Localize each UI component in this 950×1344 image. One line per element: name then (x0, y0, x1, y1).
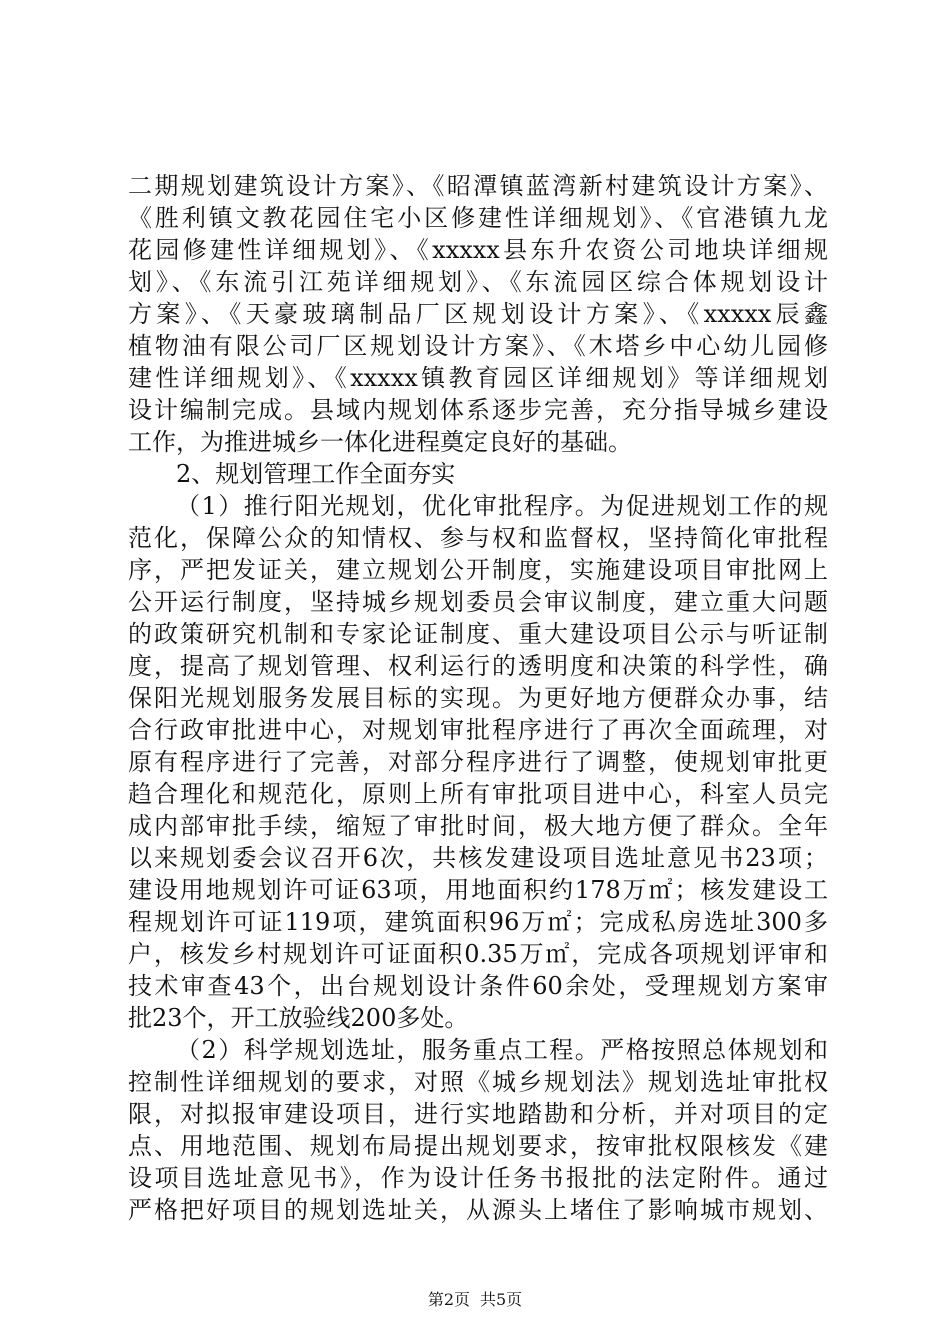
text-line: 设计编制完成。县域内规划体系逐步完善，充分指导城乡建设 (128, 396, 828, 424)
text-line: 方案》、《天豪玻璃制品厂区规划设计方案》、《xxxxx辰鑫 (128, 300, 828, 328)
text-line: 以来规划委会议召开6次，共核发建设项目选址意见书23项； (128, 844, 828, 872)
text-line: 点、用地范围、规划布局提出规划要求，按审批权限核发《建 (128, 1132, 828, 1160)
text-line: 度，提高了规划管理、权利运行的透明度和决策的科学性，确 (128, 652, 828, 680)
text-line: 批23个，开工放验线200多处。 (128, 1004, 469, 1032)
text-line: 户，核发乡村规划许可证面积0.35万㎡，完成各项规划评审和 (128, 940, 828, 968)
body-text (128, 170, 828, 1226)
text-line: 建性详细规划》、《xxxxx镇教育园区详细规划》等详细规划 (128, 364, 828, 392)
text-line: 的政策研究机制和专家论证制度、重大建设项目公示与听证制 (128, 620, 828, 648)
text-line: 技术审查43个，出台规划设计条件60余处，受理规划方案审 (128, 972, 828, 1000)
text-line: 范化，保障公众的知情权、参与权和监督权，坚持简化审批程 (128, 524, 828, 552)
text-line: 序，严把发证关，建立规划公开制度，实施建设项目审批网上 (128, 556, 828, 584)
text-line: 成内部审批手续，缩短了审批时间，极大地方便了群众。全年 (128, 812, 828, 840)
page-total: 共5页 (480, 1290, 523, 1309)
text-line: 趋合理化和规范化，原则上所有审批项目进中心，科室人员完 (128, 780, 828, 808)
text-line: 程规划许可证119项，建筑面积96万㎡；完成私房选址300多 (128, 908, 828, 936)
text-line: 工作，为推进城乡一体化进程奠定良好的基础。 (128, 428, 632, 456)
text-line: 原有程序进行了完善，对部分程序进行了调整，使规划审批更 (128, 748, 828, 776)
text-line: 控制性详细规划的要求，对照《城乡规划法》规划选址审批权 (128, 1068, 828, 1096)
page-footer (0, 1290, 950, 1310)
text-line: 花园修建性详细规划》、《xxxxx县东升农资公司地块详细规 (128, 236, 828, 264)
text-line: 二期规划建筑设计方案》、《昭潭镇蓝湾新村建筑设计方案》、 (128, 172, 828, 200)
text-line: 划》、《东流引江苑详细规划》、《东流园区综合体规划设计 (128, 268, 828, 296)
text-line: （2）科学规划选址，服务重点工程。严格按照总体规划和 (176, 1036, 828, 1064)
text-line: 《胜利镇文教花园住宅小区修建性详细规划》、《官港镇九龙 (128, 204, 828, 232)
page-number: 第2页 (427, 1290, 470, 1309)
text-line: 保阳光规划服务发展目标的实现。为更好地方便群众办事，结 (128, 684, 828, 712)
text-line: 建设用地规划许可证63项，用地面积约178万㎡；核发建设工 (128, 876, 828, 904)
text-line: 严格把好项目的规划选址关，从源头上堵住了影响城市规划、 (128, 1196, 828, 1224)
text-line: 合行政审批进中心，对规划审批程序进行了再次全面疏理，对 (128, 716, 828, 744)
text-line: 限，对拟报审建设项目，进行实地踏勘和分析，并对项目的定 (128, 1100, 828, 1128)
text-line: 设项目选址意见书》，作为设计任务书报批的法定附件。通过 (128, 1164, 828, 1192)
text-line: 植物油有限公司厂区规划设计方案》、《木塔乡中心幼儿园修 (128, 332, 828, 360)
text-line: 公开运行制度，坚持城乡规划委员会审议制度，建立重大问题 (128, 588, 828, 616)
text-line: 2、规划管理工作全面夯实 (176, 460, 456, 488)
text-line: （1）推行阳光规划，优化审批程序。为促进规划工作的规 (176, 492, 828, 520)
